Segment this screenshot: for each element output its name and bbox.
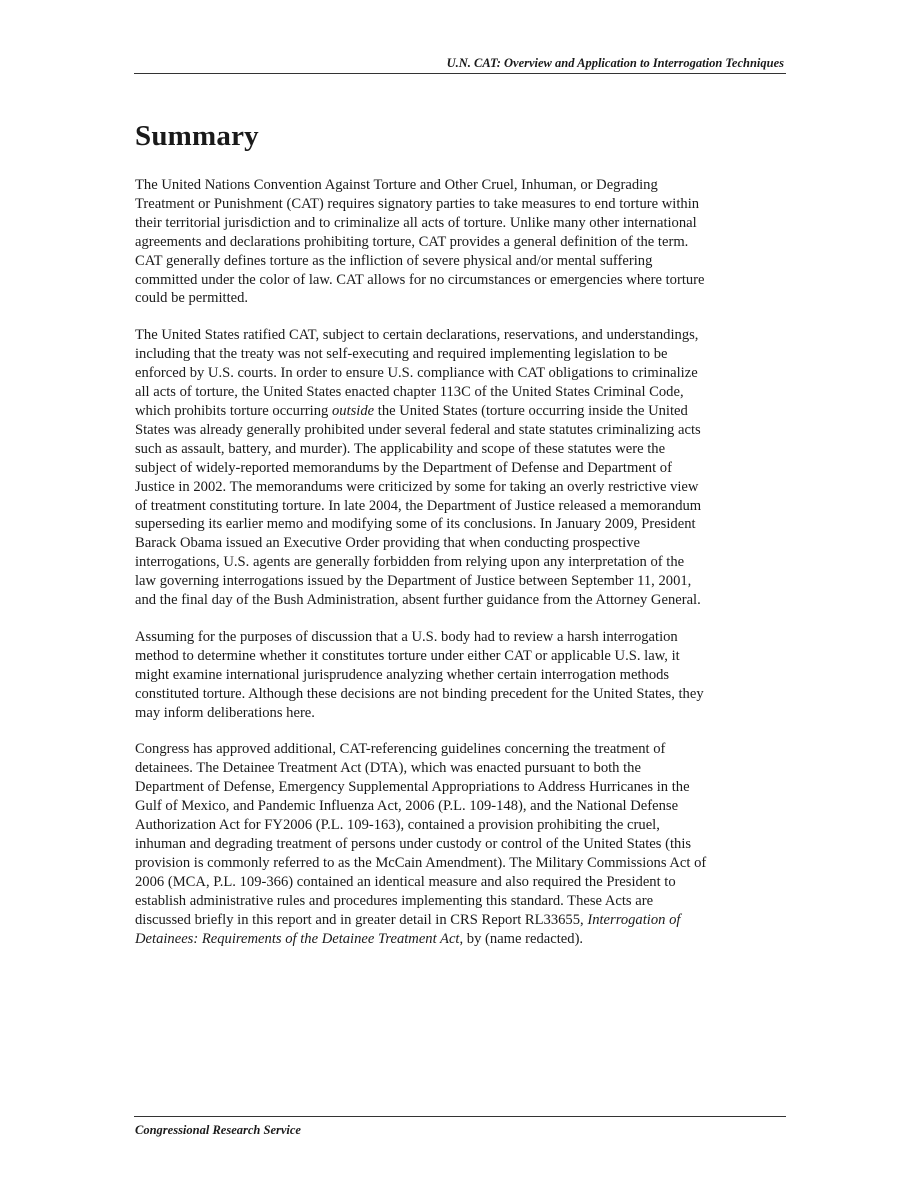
text-line: inhuman and degrading treatment of persons under custody or control of the United States (this xyxy=(135,836,692,852)
text-line: The United Nations Convention Against Torture and Other Cruel, Inhuman, or Degrading xyxy=(135,177,658,193)
text-line: and the final day of the Bush Administration, absent further guidance from the Attorney General. xyxy=(135,592,701,609)
text-line xyxy=(135,911,787,930)
text-line: all acts of torture, the United States enacted chapter 113C of the United States Criminal Code, xyxy=(135,384,684,401)
text-line: enforced by U.S. courts. In order to ensure U.S. compliance with CAT obligations to criminalize xyxy=(135,365,698,382)
text-line: constituted torture. Although these decisions are not binding precedent for the United States, they xyxy=(135,685,704,702)
text-line: Treatment or Punishment (CAT) requires signatory parties to take measures to end torture within xyxy=(135,195,700,212)
page-footer xyxy=(134,1116,786,1137)
running-header-title: U.N. CAT: Overview and Application to Interrogation Techniques xyxy=(446,56,784,70)
text-line: Barack Obama issued an Executive Order providing that when conducting prospective xyxy=(135,535,640,552)
text-line: of treatment constituting torture. In late 2004, the Department of Justice released a memorandum xyxy=(135,497,702,514)
text-line: method to determine whether it constitutes torture under either CAT or applicable U.S. law, it xyxy=(135,647,680,664)
text-line xyxy=(135,930,787,949)
text-line: such as assault, battery, and murder). The applicability and scope of these statutes were the xyxy=(135,440,666,457)
text-segment: , by (name redacted). xyxy=(459,930,584,947)
text-line: establish administrative rules and procedures implementing this standard. These Acts are xyxy=(135,892,654,909)
text-line: The United States ratified CAT, subject to certain declarations, reservations, and understandings, xyxy=(135,327,699,344)
text-line: 2006 (MCA, P.L. 109-366) contained an identical measure and also required the President to xyxy=(135,873,676,890)
summary-paragraph xyxy=(135,176,787,308)
text-line: detainees. The Detainee Treatment Act (DTA), which was enacted pursuant to both the xyxy=(135,760,641,777)
text-line: Assuming for the purposes of discussion that a U.S. body had to review a harsh interrogation xyxy=(135,628,678,645)
text-segment: discussed briefly in this report and in greater detail in CRS Report RL33655, xyxy=(135,911,588,928)
text-line: could be permitted. xyxy=(135,290,249,307)
text-segment: the United States (torture occurring inside the United xyxy=(374,402,688,419)
text-line: agreements and declarations prohibiting torture, CAT provides a general definition of the term. xyxy=(135,233,689,250)
summary-paragraph xyxy=(135,628,787,723)
text-line: Justice in 2002. The memorandums were criticized by some for taking an overly restrictive view xyxy=(135,478,699,495)
emphasized-text: Interrogation of xyxy=(587,911,681,928)
text-line: superseding its earlier memo and modifying some of its conclusions. In January 2009, President xyxy=(135,516,696,533)
running-header xyxy=(134,56,786,74)
footer-publisher: Congressional Research Service xyxy=(135,1123,301,1137)
text-line: Gulf of Mexico, and Pandemic Influenza Act, 2006 (P.L. 109-148), and the National Defense xyxy=(135,798,679,815)
text-line: might examine international jurisprudence analyzing whether certain interrogation methods xyxy=(135,666,670,683)
text-line: Congress has approved additional, CAT-referencing guidelines concerning the treatment of xyxy=(135,741,666,758)
summary-paragraph xyxy=(135,740,787,948)
text-line: provision is commonly referred to as the McCain Amendment). The Military Commissions Act of xyxy=(135,854,707,871)
text-line xyxy=(135,402,787,421)
emphasized-text: Detainees: Requirements of the Detainee Treatment Act xyxy=(135,930,460,947)
text-line: committed under the color of law. CAT allows for no circumstances or emergencies where torture xyxy=(135,271,705,288)
text-line: subject of widely-reported memorandums by the Department of Defense and Department of xyxy=(135,459,672,476)
page-title: Summary xyxy=(135,120,259,152)
text-line: law governing interrogations issued by the Department of Justice between September 11, 2001, xyxy=(135,573,692,590)
text-line: CAT generally defines torture as the infliction of severe physical and/or mental suffering xyxy=(135,252,653,269)
summary-body xyxy=(135,176,787,966)
emphasized-text: outside xyxy=(331,402,375,419)
text-line: States was already generally prohibited under several federal and state statutes criminalizing acts xyxy=(135,421,701,438)
text-line: Department of Defense, Emergency Supplemental Appropriations to Address Hurricanes in the xyxy=(135,779,690,796)
text-line: interrogations, U.S. agents are generally forbidden from relying upon any interpretation of the xyxy=(135,554,685,571)
text-line: may inform deliberations here. xyxy=(135,704,315,721)
text-line: Authorization Act for FY2006 (P.L. 109-163), contained a provision prohibiting the cruel, xyxy=(135,817,660,834)
summary-paragraph xyxy=(135,326,787,610)
text-line: their territorial jurisdiction and to criminalize all acts of torture. Unlike many other international xyxy=(135,214,697,231)
text-segment: which prohibits torture occurring xyxy=(135,402,332,419)
text-line: including that the treaty was not self-executing and required implementing legislation to be xyxy=(135,346,668,363)
